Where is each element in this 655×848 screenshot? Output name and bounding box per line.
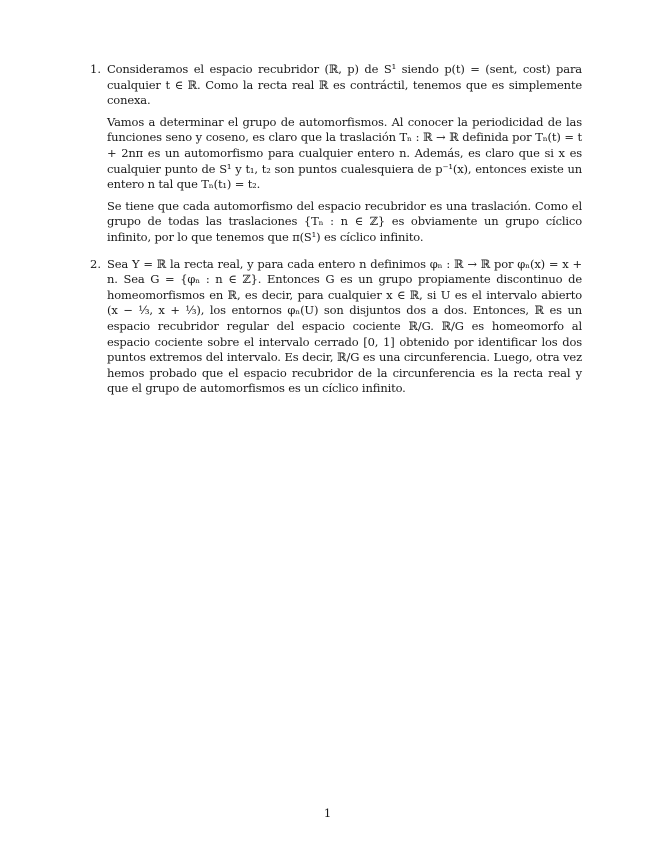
paragraph: Vamos a determinar el grupo de automorfismos. Al conocer la periodicidad de las funciones seno y coseno, es claro que la traslación Tₙ : ℝ → ℝ definida por Tₙ(t) = t + 2nπ es un automorfismo para cualquier entero n. Además, es claro que si x es cualquier punto de S¹ y t₁, t₂ son puntos cualesquiera de p⁻¹(x), entonces existe un entero n tal que Tₙ(t₁) = t₂. (107, 114, 582, 192)
enumerated-list (90, 62, 582, 408)
paragraph: Sea Y = ℝ la recta real, y para cada entero n definimos φₙ : ℝ → ℝ por φₙ(x) = x + n. Sea G = {φₙ : n ∈ ℤ}. Entonces G es un grupo propiamente discontinuo de homeomorfismos en ℝ, es decir, para cualquier x ∈ ℝ, si U es el intervalo abierto (x − ⅓, x + ⅓), los entornos φₙ(U) son disjuntos dos a dos. Entonces, ℝ es un espacio recubridor regular del espacio cociente ℝ/G. ℝ/G es homeomorfo al espacio cociente sobre el intervalo cerrado [0, 1] obtenido por identificar los dos puntos extremos del intervalo. Es decir, ℝ/G es una circunferencia. Luego, otra vez hemos probado que el espacio recubridor de la circunferencia es la recta real y que el grupo de automorfismos es un cíclico infinito. (107, 256, 582, 396)
list-item (90, 62, 582, 246)
list-item (90, 257, 582, 397)
page-number: 1 (323, 806, 332, 820)
item-number: 2. (90, 256, 101, 271)
paragraph: Se tiene que cada automorfismo del espacio recubridor es una traslación. Como el grupo de todas las traslaciones {Tₙ : n ∈ ℤ} es obviamente un grupo cíclico infinito, por lo que tenemos que π(S¹) es cíclico infinito. (107, 198, 582, 244)
item-number: 1. (90, 62, 101, 76)
paragraph: Consideramos el espacio recubridor (ℝ, p) de S¹ siendo p(t) = (sent, cost) para cualquier t ∈ ℝ. Como la recta real ℝ es contráctil, tenemos que es simplemente conexa. (107, 62, 582, 108)
